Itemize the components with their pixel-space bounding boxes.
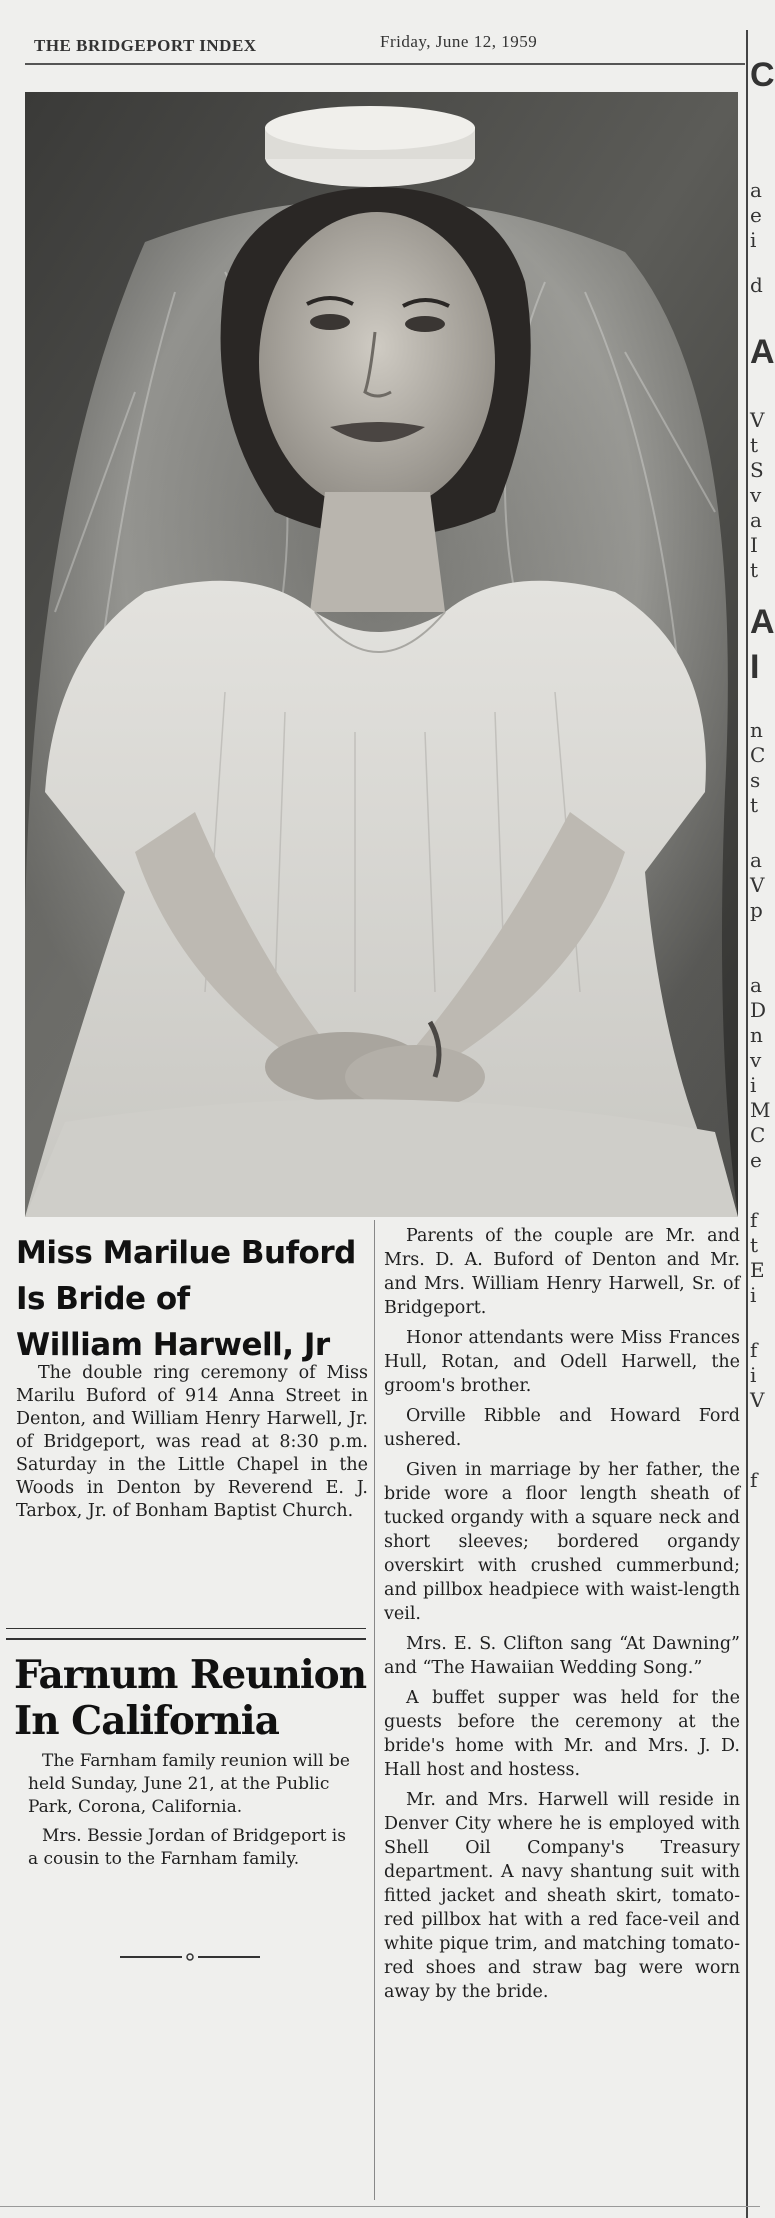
paragraph: Honor attendants were Miss Frances Hull, Rotan, and Odell Harwell, the groom's brother.	[384, 1328, 740, 1396]
fragment-char: f	[750, 1468, 758, 1492]
fragment-char: V	[750, 1388, 765, 1412]
wedding-story-continued	[384, 1224, 740, 2010]
fragment-char: C	[750, 56, 775, 94]
lead-text: The double ring ceremony of Miss Marilu Buford of 914 Anna Street in Denton, and William Henry Harwell, Jr. of Bridgeport, was read at 8:30 p.m. Saturday in the Little Chapel in the Woods in Denton by Reverend E. J. Tarbox, Jr. of Bonham Baptist Church.	[16, 1363, 368, 1521]
fragment-char: M	[750, 1098, 771, 1122]
fragment-char: E	[750, 1258, 765, 1282]
fragment-char: f	[750, 1208, 758, 1232]
bride-photo	[25, 92, 738, 1217]
fragment-char: i	[750, 228, 757, 252]
fragment-char: t	[750, 433, 759, 457]
fragment-char: e	[750, 1148, 762, 1172]
fragment-char: v	[750, 1048, 762, 1072]
wedding-headline	[16, 1230, 371, 1368]
masthead	[28, 30, 728, 60]
wedding-lead-paragraph	[16, 1362, 368, 1523]
fragment-char: t	[750, 793, 759, 817]
fragment-char: a	[750, 508, 762, 532]
fragment-char: A	[750, 603, 775, 641]
fragment-char: e	[750, 203, 762, 227]
page-bottom-rule	[0, 2206, 760, 2207]
masthead-rule	[25, 63, 745, 65]
fragment-char: C	[750, 1123, 766, 1147]
paragraph: Parents of the couple are Mr. and Mrs. D. A. Buford of Denton and Mr. and Mrs. William Henry Harwell, Sr. of Bridgeport.	[384, 1226, 740, 1318]
headline-line: Is Bride of	[16, 1281, 190, 1317]
fragment-char: a	[750, 848, 762, 872]
column-rule	[746, 30, 748, 2218]
paragraph: Orville Ribble and Howard Ford ushered.	[384, 1406, 740, 1450]
headline-line: William Harwell, Jr	[16, 1327, 330, 1363]
end-mark	[120, 1953, 260, 1961]
reunion-headline	[14, 1652, 369, 1744]
fragment-char: f	[750, 1338, 758, 1362]
fragment-char: n	[750, 718, 763, 742]
fragment-char: t	[750, 1233, 759, 1257]
fragment-char: t	[750, 558, 759, 582]
headline-line: Miss Marilue Buford	[16, 1235, 356, 1271]
headline-line: In California	[14, 1698, 279, 1744]
story-divider	[6, 1628, 366, 1629]
adjacent-column-fragment	[744, 0, 775, 2218]
column-separator	[374, 1220, 375, 2200]
paragraph: A buffet supper was held for the guests before the ceremony at the bride's home with Mr. and Mrs. J. D. Hall host and hostess.	[384, 1688, 740, 1780]
issue-date: Friday, June 12, 1959	[380, 32, 538, 51]
fragment-char: p	[750, 898, 763, 922]
fragment-char: i	[750, 1283, 757, 1307]
paragraph: Mrs. E. S. Clifton sang “At Dawning” and “The Hawaiian Wedding Song.”	[384, 1634, 740, 1678]
fragment-char: s	[750, 768, 761, 792]
story-divider-heavy	[6, 1638, 366, 1640]
paragraph: Mr. and Mrs. Harwell will reside in Denver City where he is employed with Shell Oil Company's Treasury department. A navy shantung suit with fitted jacket and sheath skirt, tomato-red pillbox hat with a red face-veil and white pique trim, and matching tomato-red shoes and straw bag were worn away by the bride.	[384, 1790, 740, 2002]
fragment-char: a	[750, 178, 762, 202]
bride-portrait-image	[25, 92, 738, 1217]
paragraph: Given in marriage by her father, the bride wore a floor length sheath of tucked organdy with a square neck and short sleeves; bordered organdy overskirt with crushed cummerbund; and pillbox headpiece with waist-length veil.	[384, 1460, 740, 1624]
paragraph: The Farnham family reunion will be held Sunday, June 21, at the Public Park, Corona, California.	[28, 1751, 350, 1817]
fragment-char: I	[750, 533, 758, 557]
fragment-char: V	[750, 408, 765, 432]
fragment-char: A	[750, 333, 775, 371]
headline-line: Farnum Reunion	[14, 1652, 367, 1698]
fragment-char: D	[750, 998, 767, 1022]
fragment-char: C	[750, 743, 766, 767]
fragment-char: I	[750, 648, 760, 686]
fragment-char: n	[750, 1023, 763, 1047]
paper-name: THE BRIDGEPORT INDEX	[34, 36, 257, 55]
fragment-char: i	[750, 1073, 757, 1097]
fragment-char: v	[750, 483, 762, 507]
fragment-char: S	[750, 458, 764, 482]
paragraph: Mrs. Bessie Jordan of Bridgeport is a cousin to the Farnham family.	[28, 1826, 346, 1869]
fragment-char: V	[750, 873, 765, 897]
reunion-story	[28, 1750, 358, 1877]
fragment-char: d	[750, 273, 763, 297]
fragment-char: i	[750, 1363, 757, 1387]
fragment-char: a	[750, 973, 762, 997]
